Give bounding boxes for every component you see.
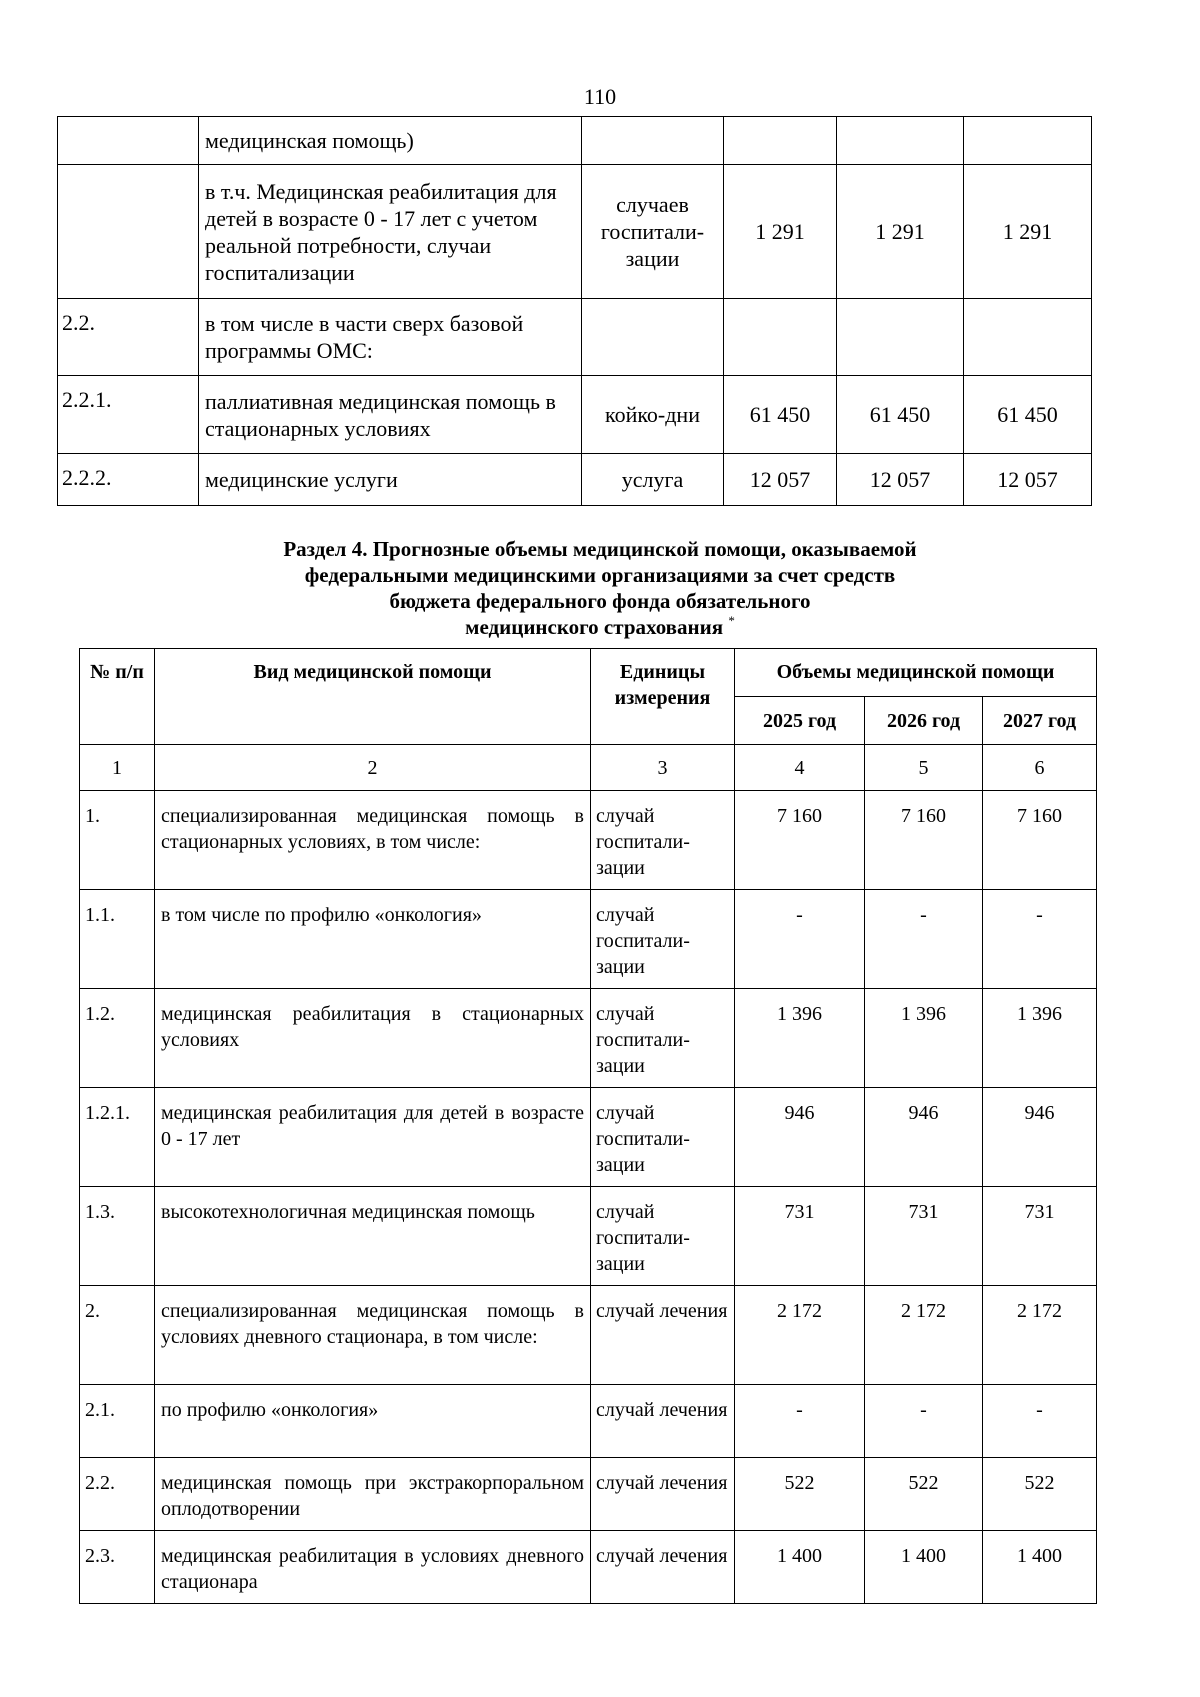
row-number: 1.1. [80,890,155,989]
row-number: 1.2. [80,989,155,1088]
table-row [58,454,1092,506]
row-unit [582,299,724,376]
row-name: в т.ч. Медицинская реабилитация для детей в возрасте 0 - 17 лет с учетом реальной потребности, случаи госпитализации [199,165,582,299]
section-title [0,536,1200,640]
row-unit: случай лечения [591,1286,735,1385]
row-unit: случай госпитали-зации [591,989,735,1088]
table-row [80,1531,1097,1604]
table-row [80,1385,1097,1458]
row-unit: случай лечения [591,1531,735,1604]
table-row [58,376,1092,454]
value-2025: - [735,1385,865,1458]
row-unit: случай госпитали-зации [591,1187,735,1286]
row-number: 2. [80,1286,155,1385]
value-2027: 1 400 [983,1531,1097,1604]
value-2026: 2 172 [865,1286,983,1385]
table-row [58,117,1092,165]
row-number [58,165,199,299]
value-2026: 946 [865,1088,983,1187]
row-unit: случай лечения [591,1458,735,1531]
header-number: № п/п [80,649,155,745]
value-2027: - [983,890,1097,989]
continued-volume-table [57,116,1092,506]
value-2026: - [865,890,983,989]
footnote-mark: * [728,613,735,628]
page-number: 110 [583,84,617,109]
value-2025: 1 396 [735,989,865,1088]
row-name: специализированная медицинская помощь в стационарных условиях, в том числе: [155,791,591,890]
row-unit: услуга [582,454,724,506]
header-kind: Вид медицинской помощи [155,649,591,745]
row-name: медицинская помощь) [199,117,582,165]
value-2025: 7 160 [735,791,865,890]
value-2026: - [865,1385,983,1458]
value-2025: 1 291 [724,165,837,299]
value-2027: - [983,1385,1097,1458]
row-number: 2.1. [80,1385,155,1458]
table-row [58,299,1092,376]
value-2027: 2 172 [983,1286,1097,1385]
section-title-line: бюджета федерального фонда обязательного [389,589,811,613]
value-2025 [724,117,837,165]
value-2025: 61 450 [724,376,837,454]
value-2025 [724,299,837,376]
value-2025: 731 [735,1187,865,1286]
value-2027: 7 160 [983,791,1097,890]
row-name: медицинская реабилитация в условиях дневного стационара [155,1531,591,1604]
row-name: в том числе по профилю «онкология» [155,890,591,989]
row-name: медицинская реабилитация для детей в возрасте 0 - 17 лет [155,1088,591,1187]
value-2027: 946 [983,1088,1097,1187]
column-number-row [80,745,1097,791]
table-row [58,165,1092,299]
value-2026 [837,117,964,165]
value-2027: 731 [983,1187,1097,1286]
value-2025: 1 400 [735,1531,865,1604]
table-row [80,1458,1097,1531]
row-number: 2.2. [58,299,199,376]
value-2026: 522 [865,1458,983,1531]
table-row [80,989,1097,1088]
value-2027: 12 057 [964,454,1092,506]
row-number: 2.3. [80,1531,155,1604]
row-name: медицинская реабилитация в стационарных условиях [155,989,591,1088]
column-number: 6 [983,745,1097,791]
value-2027: 522 [983,1458,1097,1531]
row-unit [582,117,724,165]
row-unit: случаев госпитали-зации [582,165,724,299]
column-number: 1 [80,745,155,791]
value-2025: - [735,890,865,989]
value-2026: 1 396 [865,989,983,1088]
row-number [58,117,199,165]
row-number: 1. [80,791,155,890]
row-unit: койко-дни [582,376,724,454]
value-2026: 1 291 [837,165,964,299]
section-title-line: федеральными медицинскими организациями за счет средств [304,563,896,587]
row-unit: случай госпитали-зации [591,1088,735,1187]
row-number: 1.3. [80,1187,155,1286]
row-name: медицинские услуги [199,454,582,506]
value-2026: 12 057 [837,454,964,506]
header-year-2026: 2026 год [865,697,983,745]
row-unit: случай госпитали-зации [591,791,735,890]
column-number: 2 [155,745,591,791]
table-row [80,890,1097,989]
row-number: 2.2.2. [58,454,199,506]
row-number: 2.2. [80,1458,155,1531]
value-2026: 731 [865,1187,983,1286]
value-2027 [964,299,1092,376]
row-name: по профилю «онкология» [155,1385,591,1458]
row-name: в том числе в части сверх базовой программы ОМС: [199,299,582,376]
federal-volume-table [79,648,1097,1604]
section-title-line [0,614,1200,640]
row-unit: случай лечения [591,1385,735,1458]
value-2025: 946 [735,1088,865,1187]
column-number: 4 [735,745,865,791]
table-row [80,1088,1097,1187]
value-2026: 7 160 [865,791,983,890]
value-2026: 61 450 [837,376,964,454]
header-year-2025: 2025 год [735,697,865,745]
column-number: 3 [591,745,735,791]
column-number: 5 [865,745,983,791]
value-2027: 1 396 [983,989,1097,1088]
value-2025: 12 057 [724,454,837,506]
value-2027: 1 291 [964,165,1092,299]
row-unit: случай госпитали-зации [591,890,735,989]
value-2025: 2 172 [735,1286,865,1385]
value-2025: 522 [735,1458,865,1531]
table-row [80,791,1097,890]
value-2026 [837,299,964,376]
section-title-line: Раздел 4. Прогнозные объемы медицинской помощи, оказываемой [283,537,917,561]
value-2027: 61 450 [964,376,1092,454]
row-name: паллиативная медицинская помощь в стационарных условиях [199,376,582,454]
value-2027 [964,117,1092,165]
header-year-2027: 2027 год [983,697,1097,745]
header-volumes: Объемы медицинской помощи [735,649,1097,697]
row-name: высокотехнологичная медицинская помощь [155,1187,591,1286]
section-title-last-text: медицинского страхования [465,615,724,639]
row-name: медицинская помощь при экстракорпоральном оплодотворении [155,1458,591,1531]
row-number: 2.2.1. [58,376,199,454]
row-name: специализированная медицинская помощь в условиях дневного стационара, в том числе: [155,1286,591,1385]
table-row [80,1286,1097,1385]
table-row [80,1187,1097,1286]
header-unit: Единицы измерения [591,649,735,745]
header-row [80,649,1097,697]
row-number: 1.2.1. [80,1088,155,1187]
value-2026: 1 400 [865,1531,983,1604]
